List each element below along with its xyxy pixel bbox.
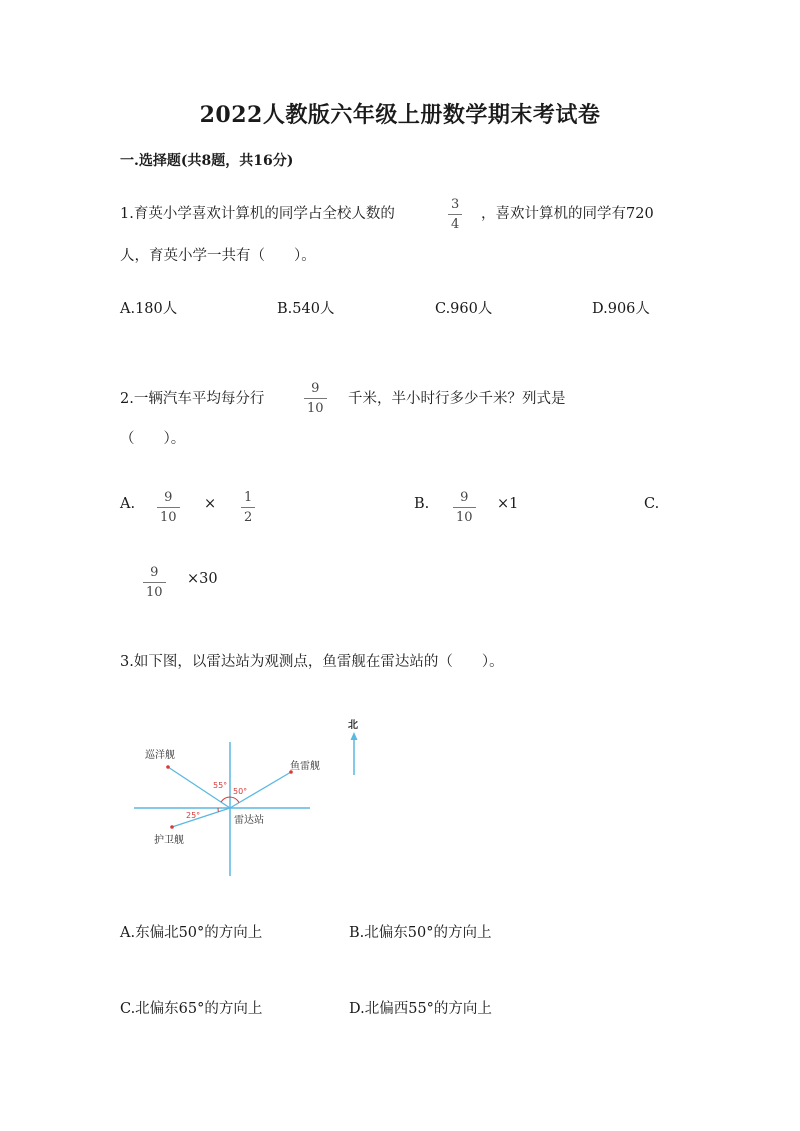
escort-dot	[170, 825, 174, 829]
fraction-denominator: 10	[307, 401, 324, 416]
q1-text-line2: 人，育英小学一共有（ ）。	[120, 248, 316, 264]
q2-text-line1: 2.一辆汽车平均每分行	[120, 391, 265, 407]
q2-option-c-tail: ×30	[187, 571, 218, 587]
fraction-numerator: 1	[244, 490, 253, 505]
north-label: 北	[348, 720, 358, 731]
angle-label-55: 55°	[213, 781, 228, 790]
q2-text-line1-tail: 千米，半小时行多少千米？列式是	[348, 391, 566, 407]
angle-arc-25	[218, 808, 219, 812]
q1-text-line1-tail: ，喜欢计算机的同学有720	[481, 206, 654, 222]
fraction-numerator: 9	[150, 565, 159, 580]
q1-fraction	[448, 198, 462, 231]
torpedo-label: 鱼雷舰	[290, 761, 320, 772]
cruiser-dot	[166, 765, 170, 769]
q2-option-a-fraction-1	[157, 491, 180, 524]
angle-label-50: 50°	[233, 787, 248, 796]
fraction-denominator: 10	[146, 585, 163, 600]
q3-option-b[interactable]: B.北偏东50°的方向上	[349, 925, 492, 941]
section-heading: 一.选择题(共8题，共16分)	[120, 153, 294, 169]
fraction-denominator: 10	[456, 510, 473, 525]
q3-option-a[interactable]: A.东偏北50°的方向上	[120, 925, 263, 941]
fraction-denominator: 10	[160, 510, 177, 525]
q1-option-a[interactable]: A.180人	[120, 301, 178, 317]
fraction-numerator: 9	[460, 490, 469, 505]
fraction-numerator: 9	[164, 490, 173, 505]
fraction-denominator: 2	[244, 510, 253, 525]
angle-arc-55	[221, 797, 230, 802]
q1-option-b[interactable]: B.540人	[277, 301, 335, 317]
q1-option-d[interactable]: D.906人	[592, 301, 650, 317]
fraction-denominator: 4	[451, 217, 460, 232]
q3-text: 3.如下图，以雷达站为观测点，鱼雷舰在雷达站的（ ）。	[120, 654, 504, 670]
q1-text-line1: 1.育英小学喜欢计算机的同学占全校人数的	[120, 206, 395, 222]
q2-option-c-fraction	[143, 566, 166, 599]
q2-fraction	[304, 382, 327, 415]
q2-option-a-fraction-2	[241, 491, 255, 524]
q2-text-line2: （ ）。	[120, 431, 186, 447]
q2-option-b-fraction	[453, 491, 476, 524]
escort-line	[172, 808, 230, 827]
escort-label: 护卫舰	[154, 835, 184, 846]
q1-option-c[interactable]: C.960人	[435, 301, 493, 317]
fraction-numerator: 9	[311, 381, 320, 396]
option-label: A.	[120, 496, 136, 512]
option-label: C.	[644, 496, 660, 512]
page-title: 2022人教版六年级上册数学期末考试卷	[199, 102, 601, 128]
north-arrow-head	[351, 732, 358, 740]
angle-arc-50	[230, 797, 239, 803]
fraction-numerator: 3	[451, 197, 460, 212]
radar-direction-diagram	[125, 710, 375, 885]
radar-label: 雷达站	[234, 815, 264, 826]
option-label: B.	[414, 496, 430, 512]
angle-label-25: 25°	[186, 811, 201, 820]
q3-option-c[interactable]: C.北偏东65°的方向上	[120, 1001, 263, 1017]
q3-option-d[interactable]: D.北偏西55°的方向上	[349, 1001, 492, 1017]
cruiser-label: 巡洋舰	[145, 750, 175, 761]
q2-option-b-tail: ×1	[497, 496, 519, 512]
multiply-sign: ×	[204, 496, 217, 512]
